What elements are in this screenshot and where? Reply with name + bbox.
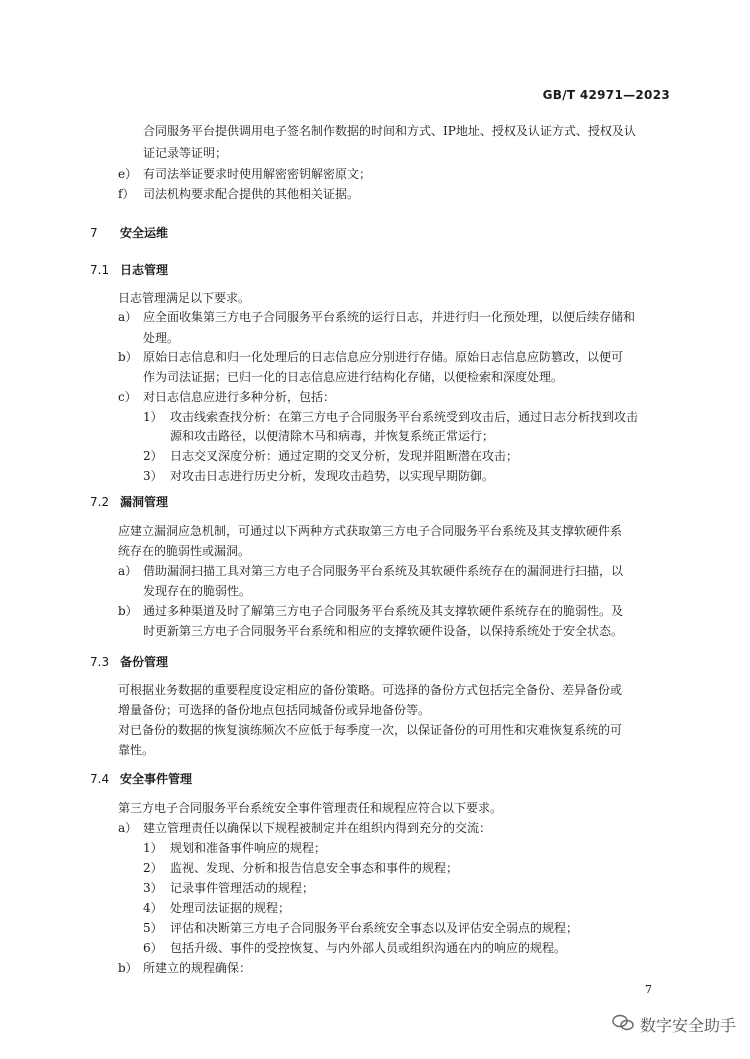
body-line: 证记录等证明； (143, 146, 228, 160)
section-title: 安全运维 (120, 226, 169, 240)
list-marker: b） (118, 961, 138, 975)
section-heading (90, 654, 168, 670)
list-item: 对攻击日志进行历史分析，发现攻击趋势，以实现早期防御。 (170, 469, 495, 483)
section-title: 日志管理 (120, 263, 169, 277)
list-item: 处理。 (143, 331, 180, 345)
section-title: 备份管理 (120, 655, 169, 669)
list-marker: 5） (143, 921, 163, 935)
list-item: 通过多种渠道及时了解第三方电子合同服务平台系统及其支撑软硬件系统存在的脆弱性。及 (143, 604, 624, 618)
list-marker: e） (118, 167, 138, 181)
paragraph: 对已备份的数据的恢复演练频次不应低于每季度一次，以保证备份的可用性和灾难恢复系统的可 (118, 723, 623, 737)
watermark (612, 1013, 736, 1036)
list-item: 原始日志信息和归一化处理后的日志信息应分别进行存储。原始日志信息应防篡改，以便可 (143, 350, 624, 364)
list-marker: a） (118, 564, 138, 578)
list-item: 包括升级、事件的受控恢复、与内外部人员或组织沟通在内的响应的规程。 (170, 941, 567, 955)
list-item: 借助漏洞扫描工具对第三方电子合同服务平台系统及其软硬件系统存在的漏洞进行扫描，以 (143, 564, 624, 578)
section-number: 7.1 (90, 263, 110, 277)
section-number: 7.2 (90, 495, 110, 509)
list-item: 规划和准备事件响应的规程； (170, 841, 327, 855)
list-marker: c） (118, 390, 137, 404)
list-marker: b） (118, 350, 138, 364)
list-marker: 3） (143, 469, 163, 483)
section-heading (90, 494, 168, 510)
list-marker: a） (118, 821, 138, 835)
list-item: 评估和决断第三方电子合同服务平台系统安全事态以及评估安全弱点的规程； (170, 921, 579, 935)
list-item: 记录事件管理活动的规程； (170, 881, 315, 895)
list-item: 监视、发现、分析和报告信息安全事态和事件的规程； (170, 861, 459, 875)
list-item: 发现存在的脆弱性。 (143, 584, 252, 598)
section-number: 7.3 (90, 655, 110, 669)
section-heading (90, 225, 168, 241)
paragraph: 第三方电子合同服务平台系统安全事件管理责任和规程应符合以下要求。 (118, 801, 503, 815)
watermark-text: 数字安全助手 (639, 1016, 736, 1035)
list-item: 时更新第三方电子合同服务平台系统和相应的支撑软硬件设备，以保持系统处于安全状态。 (143, 624, 624, 638)
list-marker: 2） (143, 861, 163, 875)
list-item: 处理司法证据的规程； (170, 901, 291, 915)
page-number: 7 (645, 983, 652, 996)
list-marker: 2） (143, 449, 163, 463)
list-item: 有司法举证要求时使用解密密钥解密原文； (143, 167, 372, 181)
list-item: 攻击线索查找分析：在第三方电子合同服务平台系统受到攻击后，通过日志分析找到攻击 (170, 410, 639, 424)
paragraph: 靠性。 (118, 743, 155, 757)
list-marker: 3） (143, 881, 163, 895)
standard-number: GB/T 42971—2023 (542, 88, 670, 102)
list-item: 建立管理责任以确保以下规程被制定并在组织内得到充分的交流： (143, 821, 492, 835)
paragraph: 增量备份；可选择的备份地点包括同城备份或异地备份等。 (118, 703, 431, 717)
list-item: 作为司法证据；已归一化的日志信息应进行结构化存储，以便检索和深度处理。 (143, 370, 564, 384)
list-marker: 1） (143, 410, 163, 424)
section-heading (90, 262, 168, 278)
list-item: 司法机构要求配合提供的其他相关证据。 (143, 187, 360, 201)
section-title: 漏洞管理 (120, 495, 169, 509)
list-marker: 6） (143, 941, 163, 955)
list-marker: a） (118, 310, 138, 324)
list-item: 所建立的规程确保： (143, 961, 252, 975)
section-number: 7 (90, 226, 98, 240)
list-item: 应全面收集第三方电子合同服务平台系统的运行日志，并进行归一化预处理，以便后续存储和 (143, 310, 636, 324)
list-item: 对日志信息应进行多种分析，包括： (143, 390, 336, 404)
list-marker: f） (118, 187, 135, 201)
list-marker: b） (118, 604, 138, 618)
list-marker: 1） (143, 841, 163, 855)
section-number: 7.4 (90, 772, 110, 786)
paragraph: 统存在的脆弱性或漏洞。 (118, 544, 251, 558)
list-item: 源和攻击路径，以便清除木马和病毒，并恢复系统正常运行； (170, 429, 495, 443)
section-heading (90, 771, 192, 787)
chat-bubble-icon (612, 1014, 634, 1036)
list-marker: 4） (143, 901, 163, 915)
paragraph: 应建立漏洞应急机制，可通过以下两种方式获取第三方电子合同服务平台系统及其支撑软硬件系 (118, 524, 623, 538)
list-item: 日志交叉深度分析：通过定期的交叉分析，发现并阻断潜在攻击； (170, 449, 519, 463)
paragraph: 可根据业务数据的重要程度设定相应的备份策略。可选择的备份方式包括完全备份、差异备份或 (118, 683, 623, 697)
section-title: 安全事件管理 (120, 772, 193, 786)
body-line: 合同服务平台提供调用电子签名制作数据的时间和方式、IP地址、授权及认证方式、授权及认 (143, 124, 636, 138)
paragraph: 日志管理满足以下要求。 (118, 291, 251, 305)
